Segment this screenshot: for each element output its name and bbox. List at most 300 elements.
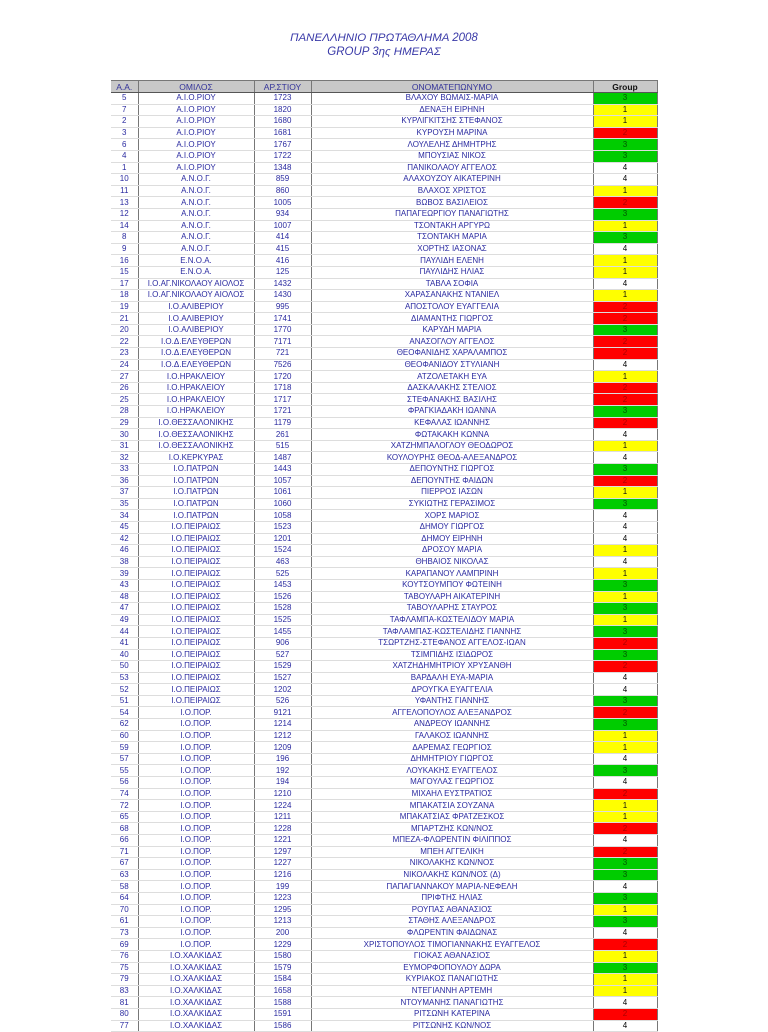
table-row <box>111 208 657 220</box>
cell-club: Ι.Ο.ΠΕΙΡΑΙΩΣ <box>138 579 254 591</box>
cell-name: ΤΣΟΝΤΑΚΗ ΑΡΓΥΡΩ <box>311 220 593 232</box>
table-row <box>111 278 657 290</box>
table-row <box>111 533 657 545</box>
cell-aa: 48 <box>111 591 138 603</box>
cell-aa: 64 <box>111 892 138 904</box>
cell-number: 192 <box>254 765 311 777</box>
cell-club: Ι.Ο.ΠΕΙΡΑΙΩΣ <box>138 695 254 707</box>
cell-club: Ι.Ο.ΠΟΡ. <box>138 881 254 893</box>
cell-group: 1 <box>593 904 657 916</box>
cell-name: ΔΕΠΟΥΝΤΗΣ ΦΑΙΔΩΝ <box>311 475 593 487</box>
cell-group: 4 <box>593 927 657 939</box>
table-row <box>111 232 657 244</box>
cell-name: ΦΛΩΡΕΝΤΙΝ ΦΑΙΔΩΝΑΣ <box>311 927 593 939</box>
cell-number: 1584 <box>254 974 311 986</box>
cell-aa: 35 <box>111 498 138 510</box>
table-row <box>111 591 657 603</box>
table-row <box>111 1008 657 1020</box>
cell-group: 1 <box>593 440 657 452</box>
cell-aa: 46 <box>111 545 138 557</box>
cell-club: Ι.Ο.ΚΕΡΚΥΡΑΣ <box>138 452 254 464</box>
cell-club: Ι.Ο.ΧΑΛΚΙΔΑΣ <box>138 950 254 962</box>
cell-aa: 6 <box>111 139 138 151</box>
cell-name: ΑΤΖΟΛΕΤΑΚΗ ΕΥΑ <box>311 371 593 383</box>
cell-group: 2 <box>593 394 657 406</box>
cell-name: ΔΙΑΜΑΝΤΗΣ ΓΙΩΡΓΟΣ <box>311 313 593 325</box>
cell-number: 1453 <box>254 579 311 591</box>
cell-club: Α.Ν.Ο.Γ. <box>138 174 254 186</box>
table-row <box>111 1020 657 1032</box>
cell-group: 2 <box>593 382 657 394</box>
cell-group: 2 <box>593 336 657 348</box>
cell-name: ΚΥΡΛΙΓΚΙΤΣΗΣ ΣΤΕΦΑΝΟΣ <box>311 116 593 128</box>
cell-number: 415 <box>254 243 311 255</box>
table-row <box>111 243 657 255</box>
cell-name: ΚΥΡΙΑΚΟΣ ΠΑΝΑΓΙΩΤΗΣ <box>311 974 593 986</box>
cell-aa: 13 <box>111 197 138 209</box>
cell-group: 1 <box>593 116 657 128</box>
cell-number: 125 <box>254 266 311 278</box>
cell-club: Ι.Ο.ΠΟΡ. <box>138 835 254 847</box>
cell-number: 1057 <box>254 475 311 487</box>
cell-number: 463 <box>254 556 311 568</box>
cell-name: ΑΠΟΣΤΟΛΟΥ ΕΥΑΓΓΕΛΙΑ <box>311 301 593 313</box>
cell-number: 1202 <box>254 684 311 696</box>
cell-name: ΚΕΦΑΛΑΣ ΙΩΑΝΝΗΣ <box>311 417 593 429</box>
cell-group: 1 <box>593 266 657 278</box>
cell-aa: 54 <box>111 707 138 719</box>
cell-club: Ι.Ο.ΠΕΙΡΑΙΩΣ <box>138 533 254 545</box>
cell-club: Ε.Ν.Ο.Α. <box>138 266 254 278</box>
table-row <box>111 869 657 881</box>
cell-name: ΠΑΠΑΓΙΑΝΝΑΚΟΥ ΜΑΡΙΑ-ΝΕΦΕΛΗ <box>311 881 593 893</box>
cell-group: 3 <box>593 208 657 220</box>
table-row <box>111 742 657 754</box>
cell-aa: 57 <box>111 753 138 765</box>
table-row <box>111 150 657 162</box>
cell-name: ΓΑΛΑΚΟΣ ΙΩΑΝΝΗΣ <box>311 730 593 742</box>
cell-aa: 47 <box>111 603 138 615</box>
cell-club: Ι.Ο.ΑΛΙΒΕΡΙΟΥ <box>138 313 254 325</box>
cell-aa: 80 <box>111 1008 138 1020</box>
cell-group: 2 <box>593 197 657 209</box>
cell-number: 1721 <box>254 406 311 418</box>
cell-number: 934 <box>254 208 311 220</box>
cell-name: ΤΑΦΛΑΜΠΑ-ΚΩΣΤΕΛΙΔΟΥ ΜΑΡΙΑ <box>311 614 593 626</box>
cell-aa: 43 <box>111 579 138 591</box>
cell-club: Α.Ν.Ο.Γ. <box>138 185 254 197</box>
cell-name: ΒΛΑΧΟΣ ΧΡΙΣΤΟΣ <box>311 185 593 197</box>
cell-club: Ι.Ο.ΠΕΙΡΑΙΩΣ <box>138 626 254 638</box>
cell-club: Α.Ν.Ο.Γ. <box>138 232 254 244</box>
cell-name: ΠΑΥΛΙΔΗΣ ΗΛΙΑΣ <box>311 266 593 278</box>
cell-aa: 5 <box>111 93 138 105</box>
cell-number: 527 <box>254 649 311 661</box>
cell-aa: 15 <box>111 266 138 278</box>
cell-name: ΘΕΟΦΑΝΙΔΗΣ ΧΑΡΑΛΑΜΠΟΣ <box>311 348 593 360</box>
cell-name: ΔΑΡΕΜΑΣ ΓΕΩΡΓΙΟΣ <box>311 742 593 754</box>
header-number: ΑΡ.ΣΤΙΟΥ <box>254 81 311 93</box>
cell-group: 2 <box>593 707 657 719</box>
table-row <box>111 266 657 278</box>
cell-club: Ι.Ο.ΠΟΡ. <box>138 811 254 823</box>
cell-club: Ι.Ο.ΠΟΡ. <box>138 858 254 870</box>
cell-number: 1770 <box>254 324 311 336</box>
results-table <box>111 80 658 1032</box>
cell-club: Ι.Ο.ΧΑΛΚΙΔΑΣ <box>138 1020 254 1032</box>
cell-group: 4 <box>593 684 657 696</box>
cell-name: ΔΕΠΟΥΝΤΗΣ ΓΙΩΡΓΟΣ <box>311 464 593 476</box>
page-subtitle: GROUP 3ης ΗΜΕΡΑΣ <box>327 46 441 58</box>
cell-club: Ι.Ο.ΠΑΤΡΩΝ <box>138 498 254 510</box>
table-row <box>111 649 657 661</box>
table-row <box>111 510 657 522</box>
cell-number: 1580 <box>254 950 311 962</box>
cell-name: ΧΟΡΣ ΜΑΡΙΟΣ <box>311 510 593 522</box>
cell-aa: 76 <box>111 950 138 962</box>
cell-club: Ι.Ο.ΧΑΛΚΙΔΑΣ <box>138 1008 254 1020</box>
table-row <box>111 614 657 626</box>
table-row <box>111 359 657 371</box>
cell-name: ΘΗΒΑΙΟΣ ΝΙΚΟΛΑΣ <box>311 556 593 568</box>
cell-aa: 52 <box>111 684 138 696</box>
table-row <box>111 927 657 939</box>
cell-aa: 37 <box>111 487 138 499</box>
cell-club: Ι.Ο.ΠΟΡ. <box>138 823 254 835</box>
cell-group: 3 <box>593 93 657 105</box>
cell-aa: 63 <box>111 869 138 881</box>
table-row <box>111 336 657 348</box>
cell-group: 3 <box>593 150 657 162</box>
cell-number: 194 <box>254 777 311 789</box>
cell-club: Ι.Ο.ΠΕΙΡΑΙΩΣ <box>138 545 254 557</box>
cell-name: ΑΓΓΕΛΟΠΟΥΛΟΣ ΑΛΕΞΑΝΔΡΟΣ <box>311 707 593 719</box>
cell-aa: 4 <box>111 150 138 162</box>
table-row <box>111 719 657 731</box>
cell-club: Ι.Ο.ΠΟΡ. <box>138 707 254 719</box>
cell-aa: 51 <box>111 695 138 707</box>
cell-number: 9121 <box>254 707 311 719</box>
table-row <box>111 545 657 557</box>
cell-name: ΤΣΙΜΠΙΔΗΣ ΙΣΙΔΩΡΟΣ <box>311 649 593 661</box>
cell-group: 3 <box>593 603 657 615</box>
table-row <box>111 255 657 267</box>
cell-group: 4 <box>593 835 657 847</box>
table-row <box>111 846 657 858</box>
cell-name: ΠΑΝΙΚΟΛΑΟΥ ΑΓΓΕΛΟΣ <box>311 162 593 174</box>
cell-aa: 83 <box>111 985 138 997</box>
cell-club: Α.Ν.Ο.Γ. <box>138 243 254 255</box>
cell-name: ΑΝΑΣΟΓΛΟΥ ΑΓΓΕΛΟΣ <box>311 336 593 348</box>
cell-number: 1061 <box>254 487 311 499</box>
cell-group: 4 <box>593 243 657 255</box>
cell-club: Ι.Ο.ΠΕΙΡΑΙΩΣ <box>138 591 254 603</box>
cell-number: 1224 <box>254 800 311 812</box>
cell-group: 3 <box>593 892 657 904</box>
cell-number: 199 <box>254 881 311 893</box>
cell-aa: 23 <box>111 348 138 360</box>
cell-club: Ι.Ο.ΧΑΛΚΙΔΑΣ <box>138 962 254 974</box>
cell-club: Ι.Ο.ΠΟΡ. <box>138 916 254 928</box>
cell-name: ΣΤΑΘΗΣ ΑΛΕΞΑΝΔΡΟΣ <box>311 916 593 928</box>
cell-number: 1223 <box>254 892 311 904</box>
cell-group: 1 <box>593 104 657 116</box>
cell-group: 3 <box>593 916 657 928</box>
cell-number: 859 <box>254 174 311 186</box>
cell-name: ΠΡΙΦΤΗΣ ΗΛΙΑΣ <box>311 892 593 904</box>
cell-group: 4 <box>593 753 657 765</box>
cell-aa: 17 <box>111 278 138 290</box>
cell-number: 196 <box>254 753 311 765</box>
cell-name: ΛΟΥΚΑΚΗΣ ΕΥΑΓΓΕΛΟΣ <box>311 765 593 777</box>
cell-club: Ι.Ο.ΑΛΙΒΕΡΙΟΥ <box>138 301 254 313</box>
cell-club: Ι.Ο.ΠΟΡ. <box>138 939 254 951</box>
cell-number: 1579 <box>254 962 311 974</box>
cell-club: Ι.Ο.ΠΕΙΡΑΙΩΣ <box>138 661 254 673</box>
cell-number: 1455 <box>254 626 311 638</box>
table-row <box>111 440 657 452</box>
cell-aa: 7 <box>111 104 138 116</box>
cell-name: ΠΑΥΛΙΔΗ ΕΛΕΝΗ <box>311 255 593 267</box>
cell-club: Ι.Ο.ΧΑΛΚΙΔΑΣ <box>138 997 254 1009</box>
table-row <box>111 556 657 568</box>
table-header-row <box>111 81 657 93</box>
cell-group: 1 <box>593 371 657 383</box>
cell-aa: 79 <box>111 974 138 986</box>
table-row <box>111 788 657 800</box>
cell-name: ΜΠΕΗ ΑΓΓΕΛΙΚΗ <box>311 846 593 858</box>
cell-aa: 26 <box>111 382 138 394</box>
table-row <box>111 475 657 487</box>
cell-aa: 9 <box>111 243 138 255</box>
table-row <box>111 290 657 302</box>
table-row <box>111 127 657 139</box>
cell-group: 1 <box>593 568 657 580</box>
cell-number: 1681 <box>254 127 311 139</box>
cell-aa: 49 <box>111 614 138 626</box>
table-row <box>111 881 657 893</box>
cell-group: 3 <box>593 695 657 707</box>
table-row <box>111 371 657 383</box>
cell-group: 4 <box>593 997 657 1009</box>
cell-group: 3 <box>593 232 657 244</box>
table-row <box>111 429 657 441</box>
cell-number: 7526 <box>254 359 311 371</box>
cell-group: 3 <box>593 869 657 881</box>
table-row <box>111 324 657 336</box>
table-row <box>111 858 657 870</box>
cell-name: ΝΙΚΟΛΑΚΗΣ ΚΩΝ/ΝΟΣ (Δ) <box>311 869 593 881</box>
cell-club: Ι.Ο.ΠΟΡ. <box>138 742 254 754</box>
cell-group: 2 <box>593 661 657 673</box>
cell-group: 4 <box>593 533 657 545</box>
cell-aa: 16 <box>111 255 138 267</box>
cell-group: 3 <box>593 498 657 510</box>
cell-number: 1430 <box>254 290 311 302</box>
cell-number: 200 <box>254 927 311 939</box>
cell-number: 7171 <box>254 336 311 348</box>
cell-club: Ι.Ο.ΑΛΙΒΕΡΙΟΥ <box>138 324 254 336</box>
cell-group: 4 <box>593 359 657 371</box>
table-row <box>111 637 657 649</box>
table-row <box>111 672 657 684</box>
cell-aa: 32 <box>111 452 138 464</box>
cell-aa: 3 <box>111 127 138 139</box>
cell-group: 4 <box>593 162 657 174</box>
cell-group: 4 <box>593 556 657 568</box>
cell-name: ΚΑΡΥΔΗ ΜΑΡΙΑ <box>311 324 593 336</box>
cell-group: 1 <box>593 950 657 962</box>
table-row <box>111 684 657 696</box>
cell-name: ΔΗΜΟΥ ΓΙΩΡΓΟΣ <box>311 521 593 533</box>
table-row <box>111 800 657 812</box>
cell-group: 2 <box>593 313 657 325</box>
cell-number: 1228 <box>254 823 311 835</box>
cell-group: 1 <box>593 290 657 302</box>
cell-club: Α.Ι.Ο.ΡΙΟΥ <box>138 127 254 139</box>
cell-group: 3 <box>593 626 657 638</box>
cell-aa: 30 <box>111 429 138 441</box>
cell-group: 4 <box>593 521 657 533</box>
cell-number: 1767 <box>254 139 311 151</box>
cell-name: ΤΣΩΡΤΖΗΣ-ΣΤΕΦΑΝΟΣ ΑΓΓΕΛΟΣ-ΙΩΑΝ <box>311 637 593 649</box>
cell-club: Ι.Ο.ΗΡΑΚΛΕΙΟΥ <box>138 382 254 394</box>
cell-club: Ι.Ο.ΑΓ.ΝΙΚΟΛΑΟΥ ΑΙΟΛΟΣ <box>138 290 254 302</box>
cell-number: 1586 <box>254 1020 311 1032</box>
cell-club: Ι.Ο.ΠΟΡ. <box>138 892 254 904</box>
cell-club: Ι.Ο.ΠΑΤΡΩΝ <box>138 475 254 487</box>
cell-name: ΧΡΙΣΤΟΠΟΥΛΟΣ ΤΙΜΟΓΙΑΝΝΑΚΗΣ ΕΥΑΓΓΕΛΟΣ <box>311 939 593 951</box>
cell-club: Ι.Ο.Δ.ΕΛΕΥΘΕΡΩΝ <box>138 359 254 371</box>
cell-club: Α.Ι.Ο.ΡΙΟΥ <box>138 104 254 116</box>
cell-club: Ι.Ο.ΠΕΙΡΑΙΩΣ <box>138 556 254 568</box>
cell-club: Α.Ν.Ο.Γ. <box>138 208 254 220</box>
cell-number: 1007 <box>254 220 311 232</box>
cell-group: 1 <box>593 742 657 754</box>
cell-name: ΜΠΑΚΑΤΣΙΑΣ ΦΡΑΤΖΕΣΚΟΣ <box>311 811 593 823</box>
cell-aa: 36 <box>111 475 138 487</box>
cell-group: 2 <box>593 788 657 800</box>
cell-number: 1720 <box>254 371 311 383</box>
cell-number: 1680 <box>254 116 311 128</box>
table-row <box>111 730 657 742</box>
cell-number: 1060 <box>254 498 311 510</box>
cell-aa: 55 <box>111 765 138 777</box>
cell-club: Ι.Ο.ΠΟΡ. <box>138 846 254 858</box>
cell-aa: 58 <box>111 881 138 893</box>
cell-name: ΑΝΔΡΕΟΥ ΙΩΑΝΝΗΣ <box>311 719 593 731</box>
cell-group: 4 <box>593 429 657 441</box>
cell-group: 1 <box>593 185 657 197</box>
cell-name: ΒΛΑΧΟΥ ΒΩΜΑΙΣ-ΜΑΡΙΑ <box>311 93 593 105</box>
cell-aa: 11 <box>111 185 138 197</box>
cell-club: Ι.Ο.ΠΟΡ. <box>138 777 254 789</box>
cell-club: Ι.Ο.ΘΕΣΣΑΛΟΝΙΚΗΣ <box>138 417 254 429</box>
cell-club: Ι.Ο.ΗΡΑΚΛΕΙΟΥ <box>138 371 254 383</box>
cell-number: 1523 <box>254 521 311 533</box>
cell-aa: 19 <box>111 301 138 313</box>
cell-group: 4 <box>593 672 657 684</box>
cell-club: Ι.Ο.ΠΕΙΡΑΙΩΣ <box>138 649 254 661</box>
cell-group: 1 <box>593 800 657 812</box>
cell-number: 1058 <box>254 510 311 522</box>
cell-group: 3 <box>593 139 657 151</box>
cell-club: Ι.Ο.ΠΟΡ. <box>138 753 254 765</box>
cell-group: 2 <box>593 301 657 313</box>
table-row <box>111 406 657 418</box>
table-row <box>111 811 657 823</box>
cell-name: ΥΦΑΝΤΗΣ ΓΙΑΝΝΗΣ <box>311 695 593 707</box>
cell-number: 1524 <box>254 545 311 557</box>
cell-number: 1527 <box>254 672 311 684</box>
cell-number: 1179 <box>254 417 311 429</box>
cell-aa: 39 <box>111 568 138 580</box>
cell-club: Ι.Ο.ΘΕΣΣΑΛΟΝΙΚΗΣ <box>138 440 254 452</box>
cell-name: ΔΗΜΗΤΡΙΟΥ ΓΙΩΡΓΟΣ <box>311 753 593 765</box>
cell-name: ΔΕΝΑΞΗ ΕΙΡΗΝΗ <box>311 104 593 116</box>
cell-aa: 60 <box>111 730 138 742</box>
cell-number: 1528 <box>254 603 311 615</box>
cell-group: 3 <box>593 579 657 591</box>
cell-aa: 8 <box>111 232 138 244</box>
cell-group: 3 <box>593 406 657 418</box>
table-row <box>111 487 657 499</box>
cell-aa: 12 <box>111 208 138 220</box>
cell-name: ΘΕΟΦΑΝΙΔΟΥ ΣΤΥΛΙΑΝΗ <box>311 359 593 371</box>
cell-number: 1210 <box>254 788 311 800</box>
table-row <box>111 162 657 174</box>
cell-name: ΣΥΚΙΩΤΗΣ ΓΕΡΑΣΙΜΟΣ <box>311 498 593 510</box>
cell-club: Ι.Ο.ΠΟΡ. <box>138 788 254 800</box>
table-row <box>111 417 657 429</box>
cell-aa: 62 <box>111 719 138 731</box>
table-row <box>111 904 657 916</box>
cell-group: 4 <box>593 452 657 464</box>
cell-group: 4 <box>593 777 657 789</box>
cell-name: ΤΑΦΛΑΜΠΑΣ-ΚΩΣΤΕΛΙΔΗΣ ΓΙΑΝΝΗΣ <box>311 626 593 638</box>
cell-group: 4 <box>593 881 657 893</box>
cell-number: 1591 <box>254 1008 311 1020</box>
cell-club: Ι.Ο.ΠΑΤΡΩΝ <box>138 487 254 499</box>
cell-aa: 61 <box>111 916 138 928</box>
cell-number: 1432 <box>254 278 311 290</box>
table-row <box>111 464 657 476</box>
cell-club: Ε.Ν.Ο.Α. <box>138 255 254 267</box>
cell-aa: 45 <box>111 521 138 533</box>
cell-number: 1529 <box>254 661 311 673</box>
cell-number: 1216 <box>254 869 311 881</box>
cell-group: 2 <box>593 637 657 649</box>
cell-name: ΝΙΚΟΛΑΚΗΣ ΚΩΝ/ΝΟΣ <box>311 858 593 870</box>
table-row <box>111 950 657 962</box>
cell-number: 414 <box>254 232 311 244</box>
cell-name: ΜΠΕΖΑ-ΦΛΩΡΕΝΤΙΝ ΦΙΛΙΠΠΟΣ <box>311 835 593 847</box>
cell-number: 1348 <box>254 162 311 174</box>
cell-name: ΝΤΟΥΜΑΝΗΣ ΠΑΝΑΓΙΩΤΗΣ <box>311 997 593 1009</box>
table-row <box>111 579 657 591</box>
cell-name: ΧΑΡΑΣΑΝΑΚΗΣ ΝΤΑΝΙΕΛ <box>311 290 593 302</box>
cell-number: 1487 <box>254 452 311 464</box>
table-row <box>111 939 657 951</box>
cell-number: 860 <box>254 185 311 197</box>
header-club: ΟΜΙΛΟΣ <box>138 81 254 93</box>
cell-group: 2 <box>593 846 657 858</box>
table-row <box>111 93 657 105</box>
table-row <box>111 313 657 325</box>
cell-club: Ι.Ο.ΠΑΤΡΩΝ <box>138 464 254 476</box>
header-aa: Α.Α. <box>111 81 138 93</box>
cell-number: 906 <box>254 637 311 649</box>
